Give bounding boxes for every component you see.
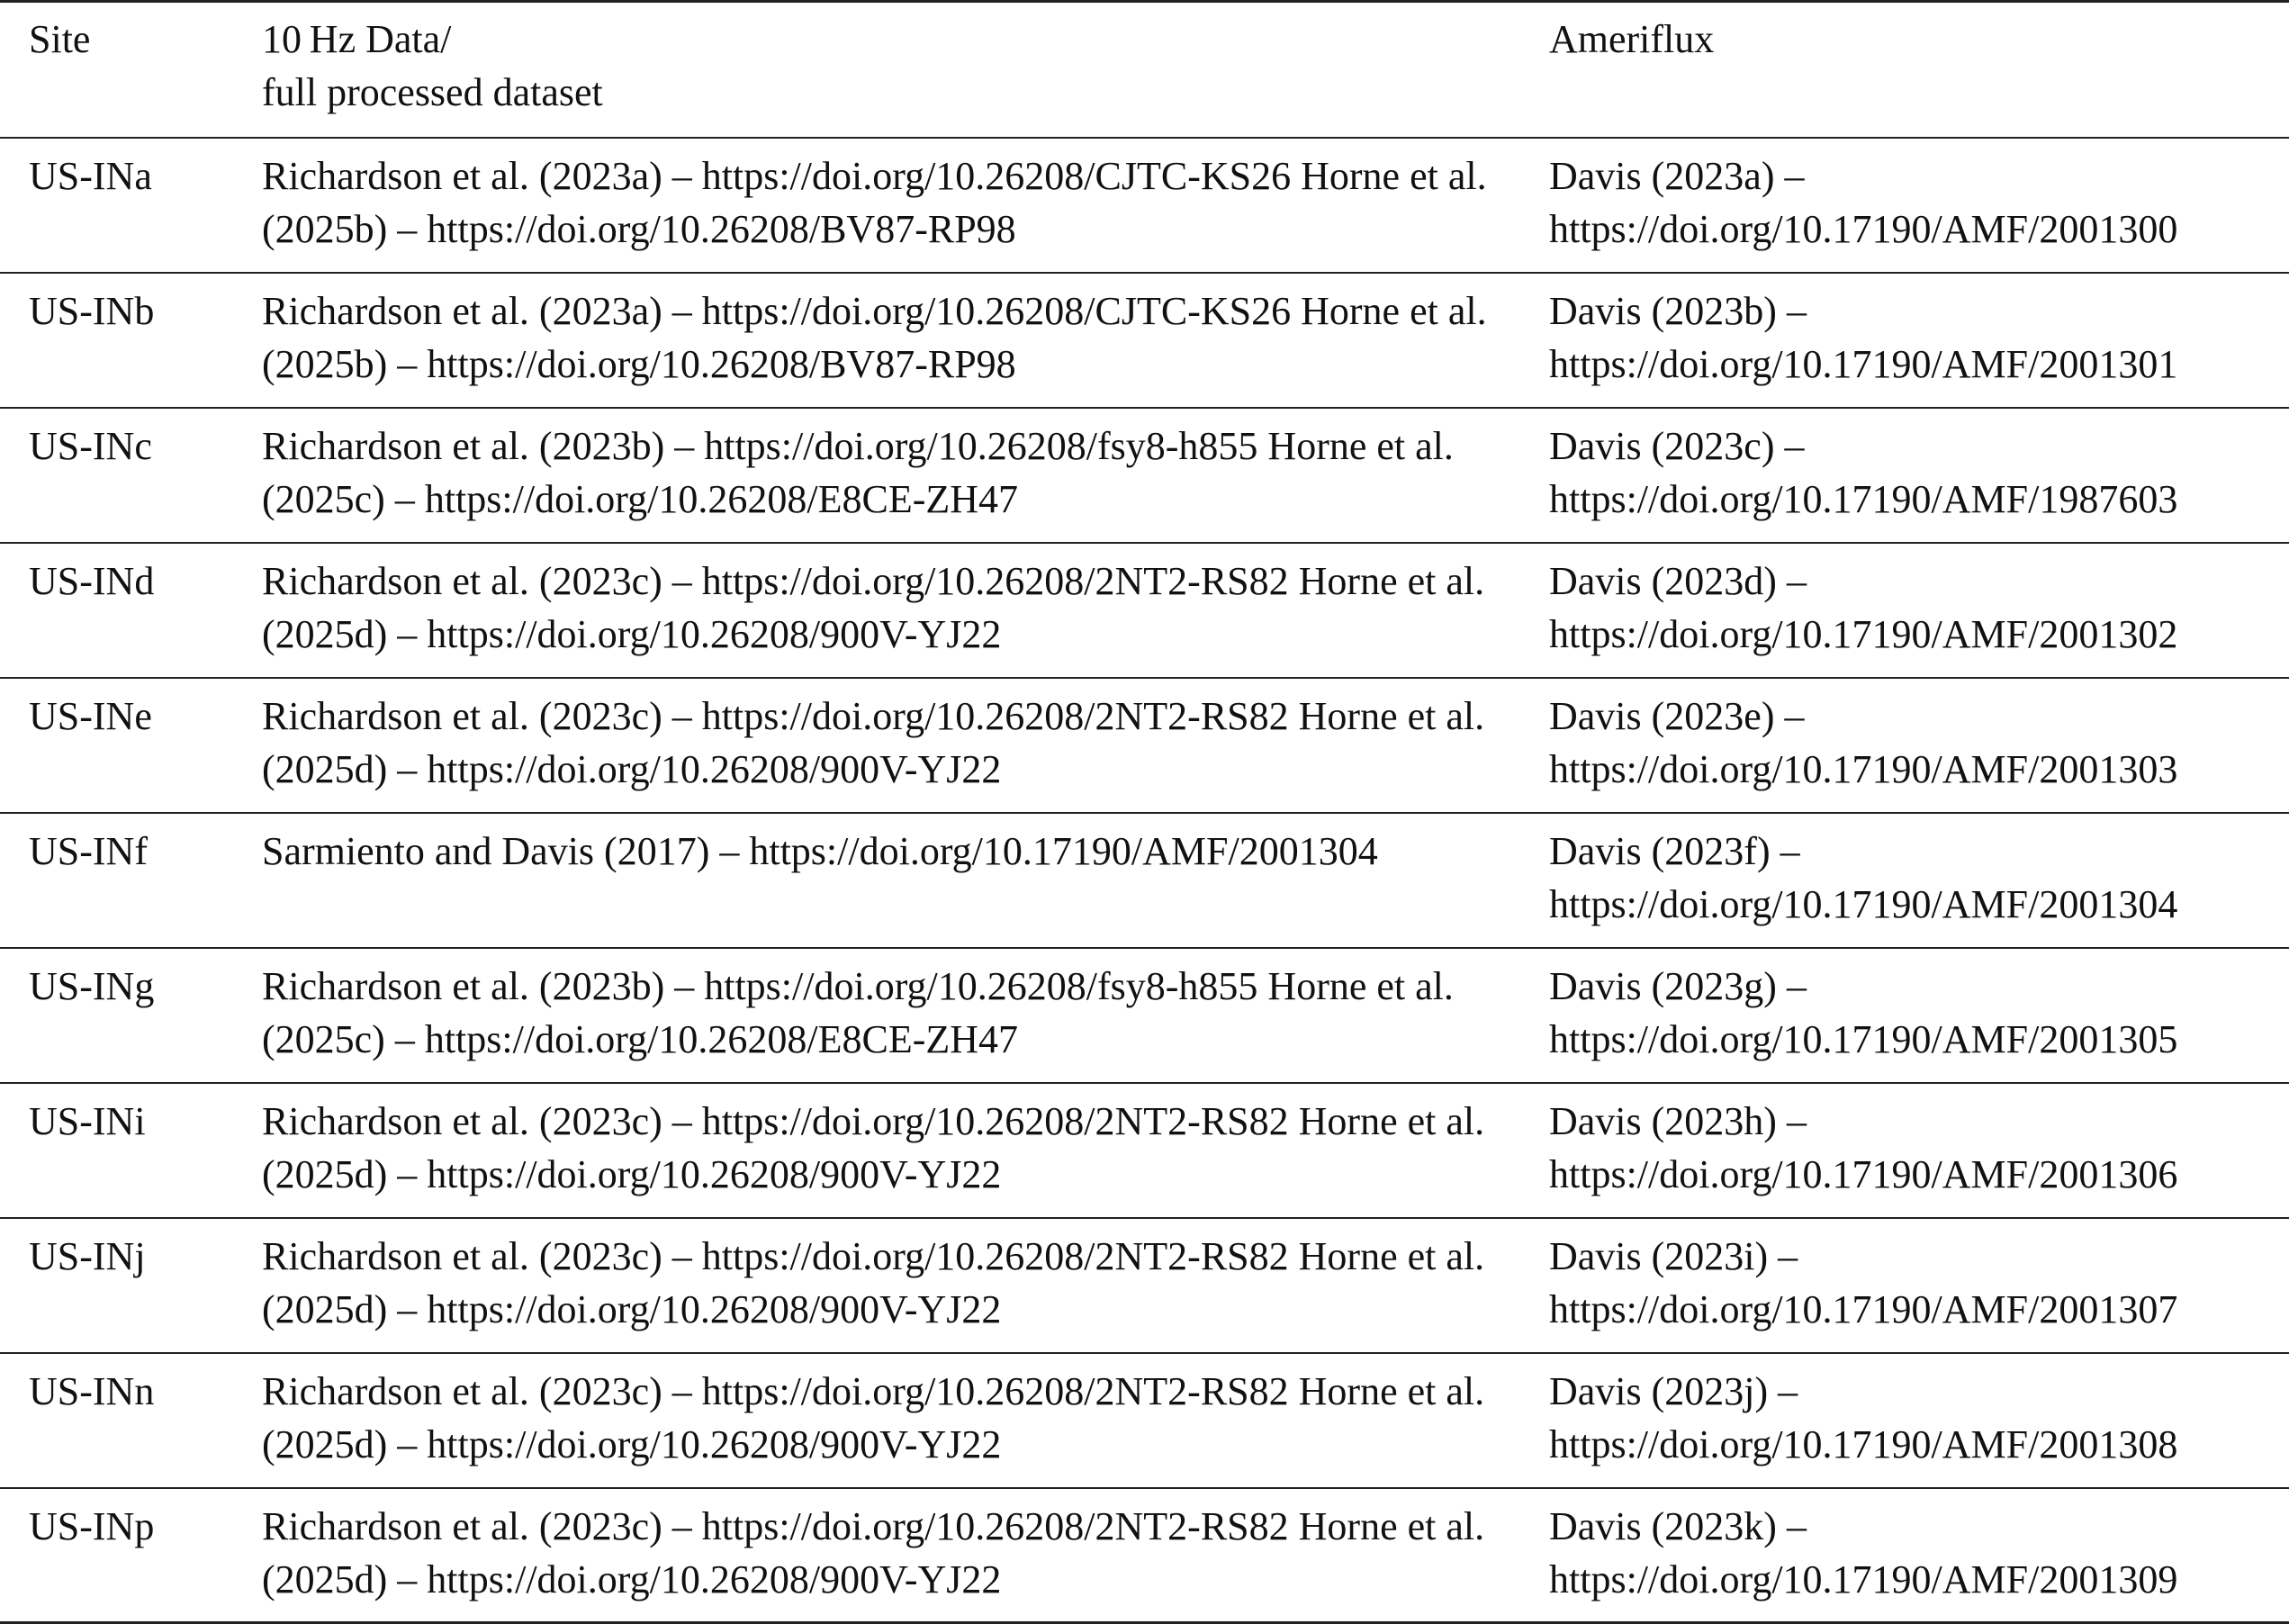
ameriflux-doi-link[interactable]: https://doi.org/10.17190/AMF/2001309 bbox=[1549, 1556, 2178, 1601]
site-id: US-INn bbox=[29, 1368, 155, 1413]
header-ameriflux bbox=[1549, 2, 2289, 138]
site-cell bbox=[0, 1218, 262, 1353]
hz-data-cell bbox=[262, 1218, 1549, 1353]
table-row bbox=[0, 1353, 2289, 1488]
header-site bbox=[0, 2, 262, 138]
ameriflux-reference: Davis (2023f) – bbox=[1549, 828, 1800, 873]
header-10hz-label-line1: 10 Hz Data/ bbox=[262, 17, 452, 61]
hz-data-references: Richardson et al. (2023c) – https://doi.org/10.26208/2NT2-RS82 Horne et al. (2025d) – https://doi.org/10.26208/900V-YJ22 bbox=[262, 558, 1485, 656]
table-row bbox=[0, 1083, 2289, 1218]
ameriflux-doi-link[interactable]: https://doi.org/10.17190/AMF/2001301 bbox=[1549, 341, 2178, 386]
site-cell bbox=[0, 948, 262, 1083]
hz-data-references: Richardson et al. (2023a) – https://doi.org/10.26208/CJTC-KS26 Horne et al. (2025b) – https://doi.org/10.26208/BV87-RP98 bbox=[262, 153, 1487, 251]
hz-data-references: Richardson et al. (2023a) – https://doi.org/10.26208/CJTC-KS26 Horne et al. (2025b) – https://doi.org/10.26208/BV87-RP98 bbox=[262, 288, 1487, 386]
ameriflux-reference: Davis (2023k) – bbox=[1549, 1503, 1807, 1548]
hz-data-references: Richardson et al. (2023c) – https://doi.org/10.26208/2NT2-RS82 Horne et al. (2025d) – https://doi.org/10.26208/900V-YJ22 bbox=[262, 1368, 1485, 1466]
ameriflux-doi-link[interactable]: https://doi.org/10.17190/AMF/2001302 bbox=[1549, 611, 2178, 656]
hz-data-references: Richardson et al. (2023c) – https://doi.org/10.26208/2NT2-RS82 Horne et al. (2025d) – https://doi.org/10.26208/900V-YJ22 bbox=[262, 1233, 1485, 1331]
header-10hz-label-line2: full processed dataset bbox=[262, 70, 603, 114]
site-cell bbox=[0, 1488, 262, 1623]
site-id: US-INp bbox=[29, 1503, 155, 1548]
table-row bbox=[0, 1488, 2289, 1623]
ameriflux-doi-link[interactable]: https://doi.org/10.17190/AMF/2001300 bbox=[1549, 206, 2178, 251]
table-row bbox=[0, 813, 2289, 948]
hz-data-references: Richardson et al. (2023b) – https://doi.org/10.26208/fsy8-h855 Horne et al. (2025c) – https://doi.org/10.26208/E8CE-ZH47 bbox=[262, 423, 1454, 521]
hz-data-cell bbox=[262, 138, 1549, 273]
ameriflux-cell bbox=[1549, 678, 2289, 813]
site-cell bbox=[0, 1083, 262, 1218]
ameriflux-reference: Davis (2023c) – bbox=[1549, 423, 1805, 468]
site-cell bbox=[0, 678, 262, 813]
header-row bbox=[0, 2, 2289, 138]
site-id: US-INe bbox=[29, 693, 152, 738]
ameriflux-doi-link[interactable]: https://doi.org/10.17190/AMF/2001303 bbox=[1549, 746, 2178, 791]
table-row bbox=[0, 138, 2289, 273]
header-ameriflux-label: Ameriflux bbox=[1549, 17, 1715, 61]
table-row bbox=[0, 273, 2289, 408]
table-row bbox=[0, 543, 2289, 678]
site-id: US-INi bbox=[29, 1098, 146, 1143]
ameriflux-reference: Davis (2023a) – bbox=[1549, 153, 1805, 198]
site-id: US-INg bbox=[29, 963, 155, 1008]
hz-data-cell bbox=[262, 408, 1549, 543]
ameriflux-reference: Davis (2023e) – bbox=[1549, 693, 1805, 738]
ameriflux-reference: Davis (2023h) – bbox=[1549, 1098, 1807, 1143]
ameriflux-cell bbox=[1549, 1353, 2289, 1488]
ameriflux-reference: Davis (2023i) – bbox=[1549, 1233, 1798, 1278]
hz-data-cell bbox=[262, 813, 1549, 948]
table-row bbox=[0, 948, 2289, 1083]
header-10hz-data bbox=[262, 2, 1549, 138]
table-header bbox=[0, 2, 2289, 138]
ameriflux-reference: Davis (2023d) – bbox=[1549, 558, 1807, 603]
header-site-label: Site bbox=[29, 17, 91, 61]
ameriflux-doi-link[interactable]: https://doi.org/10.17190/AMF/1987603 bbox=[1549, 476, 2178, 521]
ameriflux-reference: Davis (2023j) – bbox=[1549, 1368, 1798, 1413]
ameriflux-cell bbox=[1549, 543, 2289, 678]
hz-data-cell bbox=[262, 948, 1549, 1083]
ameriflux-doi-link[interactable]: https://doi.org/10.17190/AMF/2001308 bbox=[1549, 1421, 2178, 1466]
table-row bbox=[0, 408, 2289, 543]
ameriflux-cell bbox=[1549, 1218, 2289, 1353]
ameriflux-reference: Davis (2023b) – bbox=[1549, 288, 1807, 333]
ameriflux-cell bbox=[1549, 948, 2289, 1083]
site-cell bbox=[0, 1353, 262, 1488]
ameriflux-cell bbox=[1549, 813, 2289, 948]
hz-data-cell bbox=[262, 1083, 1549, 1218]
hz-data-cell bbox=[262, 1488, 1549, 1623]
table-row bbox=[0, 1218, 2289, 1353]
hz-data-references: Richardson et al. (2023b) – https://doi.org/10.26208/fsy8-h855 Horne et al. (2025c) – https://doi.org/10.26208/E8CE-ZH47 bbox=[262, 963, 1454, 1061]
hz-data-cell bbox=[262, 273, 1549, 408]
ameriflux-cell bbox=[1549, 273, 2289, 408]
ameriflux-doi-link[interactable]: https://doi.org/10.17190/AMF/2001305 bbox=[1549, 1016, 2178, 1061]
ameriflux-doi-link[interactable]: https://doi.org/10.17190/AMF/2001304 bbox=[1549, 881, 2178, 926]
hz-data-cell bbox=[262, 1353, 1549, 1488]
site-id: US-INf bbox=[29, 828, 148, 873]
site-cell bbox=[0, 813, 262, 948]
ameriflux-cell bbox=[1549, 408, 2289, 543]
ameriflux-reference: Davis (2023g) – bbox=[1549, 963, 1807, 1008]
table-body bbox=[0, 138, 2289, 1623]
site-id: US-INc bbox=[29, 423, 152, 468]
ameriflux-doi-link[interactable]: https://doi.org/10.17190/AMF/2001306 bbox=[1549, 1151, 2178, 1196]
table-row bbox=[0, 678, 2289, 813]
site-id: US-INb bbox=[29, 288, 155, 333]
site-cell bbox=[0, 273, 262, 408]
site-cell bbox=[0, 138, 262, 273]
hz-data-cell bbox=[262, 543, 1549, 678]
site-id: US-INd bbox=[29, 558, 155, 603]
site-cell bbox=[0, 543, 262, 678]
ameriflux-doi-link[interactable]: https://doi.org/10.17190/AMF/2001307 bbox=[1549, 1286, 2178, 1331]
site-id: US-INa bbox=[29, 153, 152, 198]
hz-data-references: Richardson et al. (2023c) – https://doi.org/10.26208/2NT2-RS82 Horne et al. (2025d) – https://doi.org/10.26208/900V-YJ22 bbox=[262, 693, 1485, 791]
ameriflux-cell bbox=[1549, 1083, 2289, 1218]
ameriflux-cell bbox=[1549, 138, 2289, 273]
ameriflux-cell bbox=[1549, 1488, 2289, 1623]
site-id: US-INj bbox=[29, 1233, 146, 1278]
hz-data-references: Sarmiento and Davis (2017) – https://doi.org/10.17190/AMF/2001304 bbox=[262, 828, 1378, 873]
site-cell bbox=[0, 408, 262, 543]
hz-data-references: Richardson et al. (2023c) – https://doi.org/10.26208/2NT2-RS82 Horne et al. (2025d) – https://doi.org/10.26208/900V-YJ22 bbox=[262, 1503, 1485, 1601]
hz-data-references: Richardson et al. (2023c) – https://doi.org/10.26208/2NT2-RS82 Horne et al. (2025d) – https://doi.org/10.26208/900V-YJ22 bbox=[262, 1098, 1485, 1196]
hz-data-cell bbox=[262, 678, 1549, 813]
